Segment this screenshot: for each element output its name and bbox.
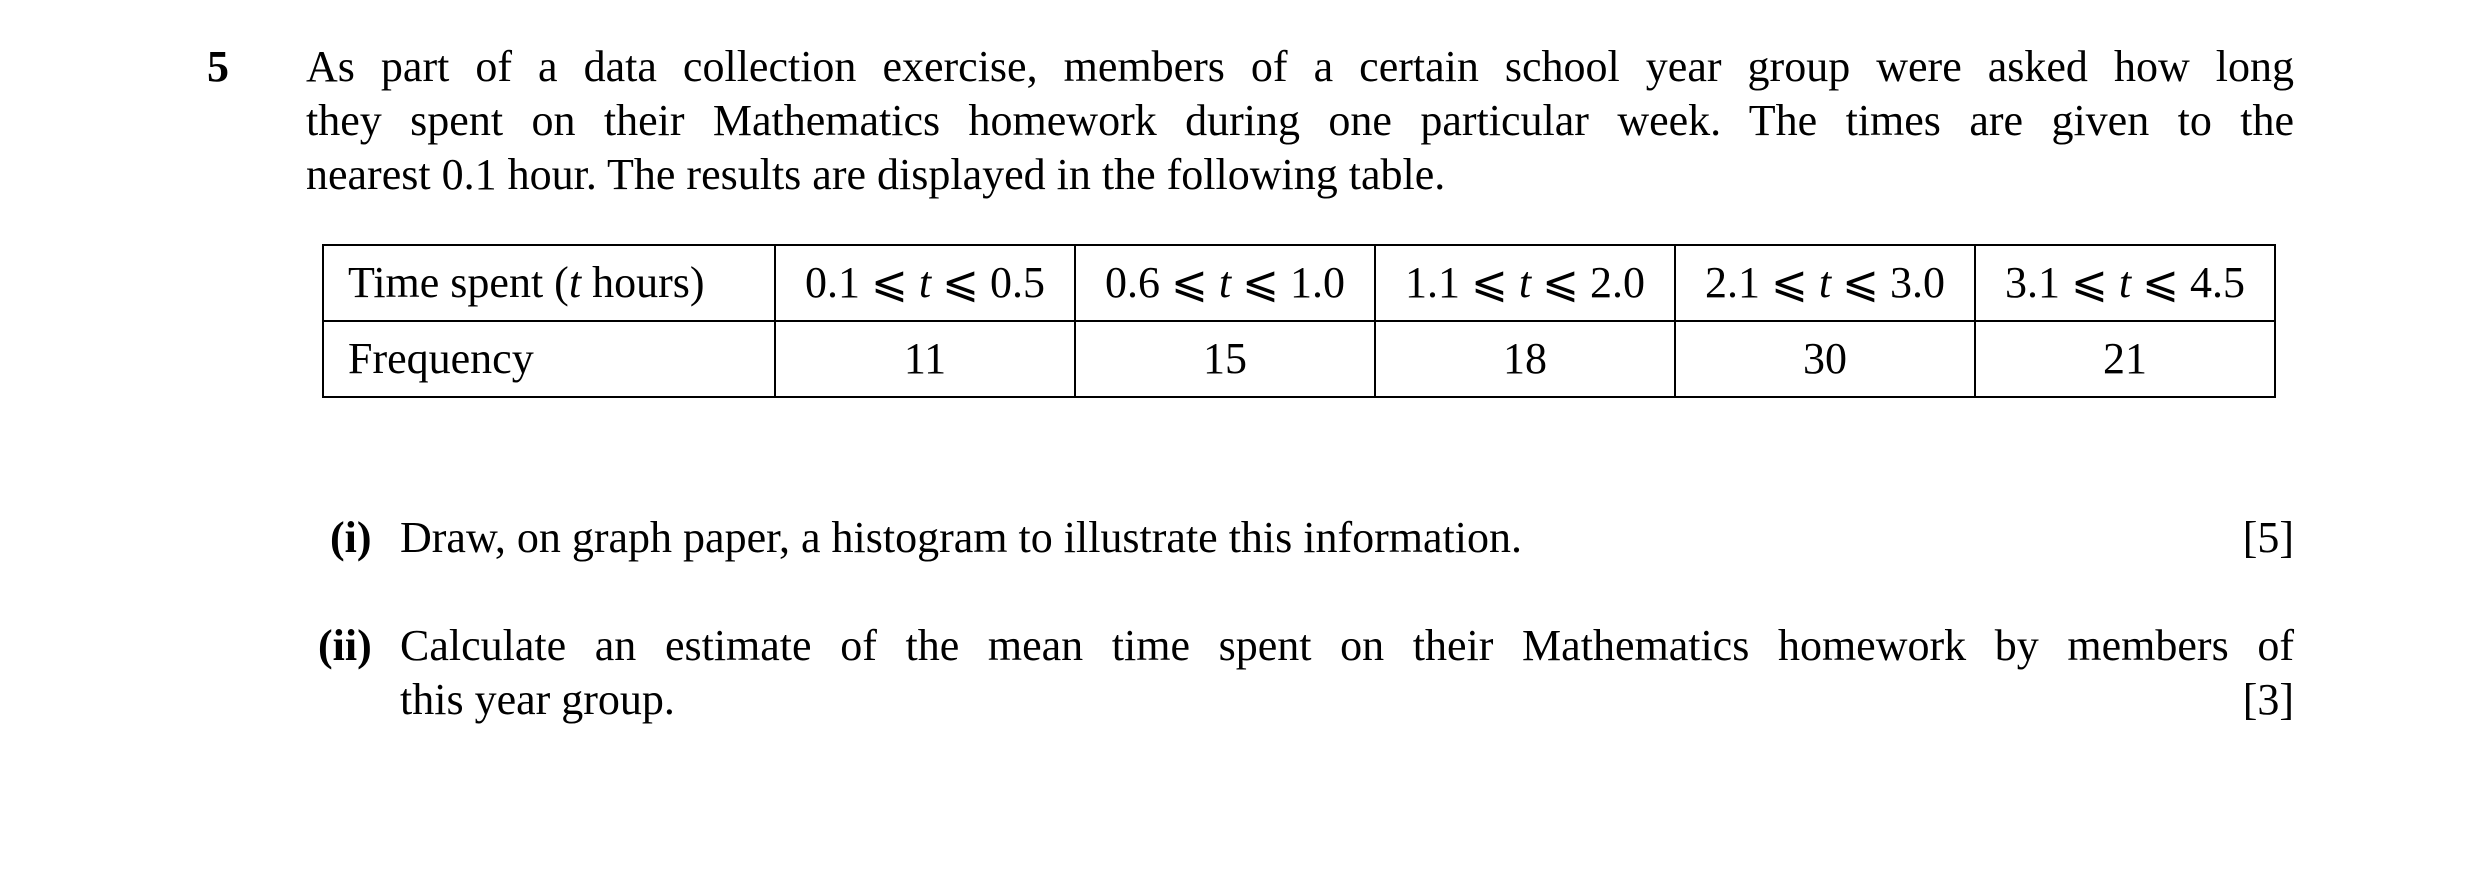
time-spent-label-post: hours) <box>581 258 705 307</box>
interval-low: 1.1 <box>1405 258 1460 307</box>
interval-relation: ⩽ <box>942 258 979 307</box>
interval-variable: t <box>1818 258 1832 307</box>
part-ii-line-1: Calculate an estimate of the mean time spent on their Mathematics homework by members of <box>400 621 2294 670</box>
part-i-marks: [5] <box>2242 513 2294 562</box>
interval-variable: t <box>1218 258 1232 307</box>
interval-high: 2.0 <box>1589 258 1645 307</box>
intro-line-1: As part of a data collection exercise, members of a certain school year group were asked how long <box>306 42 2294 91</box>
interval-variable: t <box>1518 258 1532 307</box>
part-i-label: (i) <box>330 513 372 562</box>
interval-cell <box>1975 245 2275 321</box>
interval-relation: ⩽ <box>1842 258 1879 307</box>
time-spent-variable: t <box>568 258 582 307</box>
interval-relation: ⩽ <box>871 258 908 307</box>
intro-line-2: they spent on their Mathematics homework during one particular week. The times are given to the <box>306 96 2294 145</box>
frequency-table <box>322 244 2276 398</box>
interval-relation: ⩽ <box>1471 258 1508 307</box>
frequency-label: Frequency <box>323 321 775 397</box>
interval-cell <box>775 245 1075 321</box>
frequency-cell: 21 <box>1975 321 2275 397</box>
intro-line-3: nearest 0.1 hour. The results are displayed in the following table. <box>306 150 1446 199</box>
interval-relation: ⩽ <box>2142 258 2179 307</box>
interval-relation: ⩽ <box>1242 258 1279 307</box>
interval-high: 3.0 <box>1889 258 1945 307</box>
part-i <box>306 511 2294 565</box>
part-ii-marks: [3] <box>2242 675 2294 724</box>
interval-high: 4.5 <box>2189 258 2245 307</box>
interval-low: 0.6 <box>1105 258 1160 307</box>
frequency-cell: 15 <box>1075 321 1375 397</box>
question-intro <box>306 40 2294 202</box>
interval-relation: ⩽ <box>1171 258 1208 307</box>
interval-high: 0.5 <box>989 258 1045 307</box>
interval-relation: ⩽ <box>1542 258 1579 307</box>
interval-variable: t <box>918 258 932 307</box>
interval-low: 0.1 <box>805 258 860 307</box>
part-ii <box>306 619 2294 727</box>
part-ii-text-line-1 <box>400 619 2294 673</box>
table-frequency-row <box>323 321 2275 397</box>
interval-variable: t <box>2118 258 2132 307</box>
interval-cell <box>1375 245 1675 321</box>
interval-low: 3.1 <box>2005 258 2060 307</box>
part-i-text: Draw, on graph paper, a histogram to illustrate this information. <box>400 513 1522 562</box>
interval-high: 1.0 <box>1289 258 1345 307</box>
part-ii-label: (ii) <box>318 621 372 670</box>
time-spent-label-pre: Time spent ( <box>348 258 569 307</box>
frequency-cell: 18 <box>1375 321 1675 397</box>
question-number: 5 <box>207 42 229 91</box>
part-ii-text-line-2: this year group. <box>400 675 675 724</box>
interval-cell <box>1075 245 1375 321</box>
interval-relation: ⩽ <box>2071 258 2108 307</box>
time-spent-header <box>323 245 775 321</box>
table-header-row <box>323 245 2275 321</box>
frequency-cell: 30 <box>1675 321 1975 397</box>
frequency-cell: 11 <box>775 321 1075 397</box>
interval-low: 2.1 <box>1705 258 1760 307</box>
interval-relation: ⩽ <box>1771 258 1808 307</box>
interval-cell <box>1675 245 1975 321</box>
